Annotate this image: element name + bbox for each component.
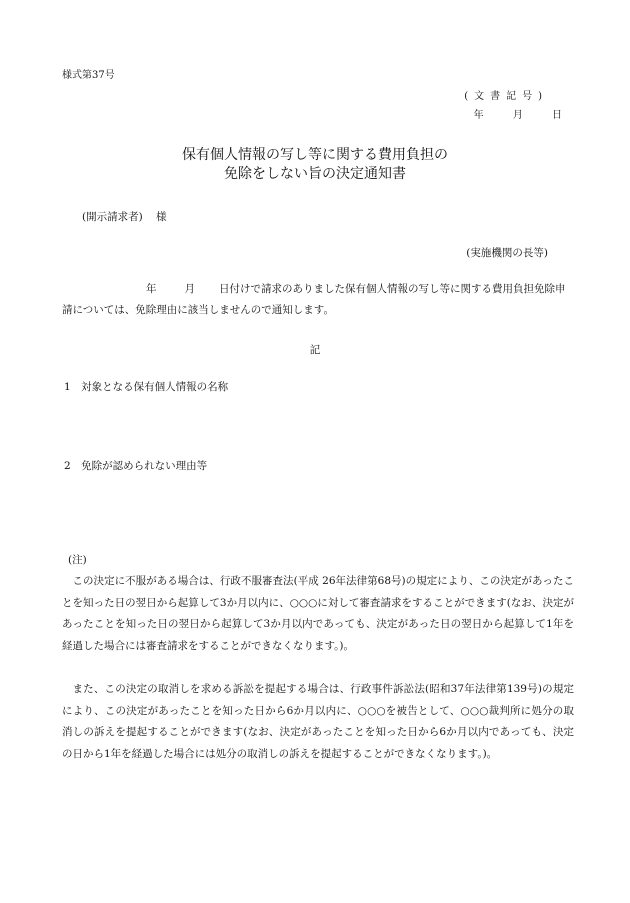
date-year: 年: [473, 110, 484, 121]
note-paragraph-2: [62, 679, 574, 765]
note-paragraph-1-text: この決定に不服がある場合は、行政不服審査法(平成 26年法律第68号)の規定により、この決定があったことを知った日の翌日から起算して3か月以内に、○○○に対して審査請求をすることができます(なお、決定があったことを知った日の翌日から起算して3か月以内であっても、決定があった日の翌日から起算して1年を経過した場合には審査請求をすることができなくなります。)。: [62, 575, 574, 652]
note-paragraph-2-text: また、この決定の取消しを求める訴訟を提起する場合は、行政事件訴訟法(昭和37年法律第139号)の規定により、この決定があったことを知った日から6か月以内に、○○○を被告として、○○○裁判所に処分の取消しの訴えを提起することができます(なお、決定があったことを知った日から6か月以内であっても、決定の日から1年を経過した場合には処分の取消しの訴えを提起することができなくなります。)。: [62, 683, 574, 760]
notes-label: (注): [68, 554, 87, 566]
date-month: 月: [512, 110, 523, 121]
item-reason: 2 免除が認められない理由等: [64, 460, 208, 472]
addressee: [82, 209, 167, 224]
sender-agency: (実施機関の長等): [466, 247, 548, 259]
requester-name: (開示請求者): [82, 211, 143, 223]
document-number: (文書記号): [464, 91, 548, 102]
notice-body: [62, 279, 572, 321]
document-title-line2: 免除をしない旨の決定通知書: [224, 166, 406, 182]
body-month: 月: [184, 283, 195, 295]
form-number: 様式第37号: [62, 70, 115, 81]
note-paragraph-1: [62, 571, 574, 657]
document-title-line1: 保有個人情報の写し等に関する費用負担の: [182, 147, 448, 163]
body-text: 日付けで請求のありました保有個人情報の写し等に関する費用負担免除申請については、免除理由に該当しませんので通知します。: [62, 283, 566, 316]
honorific: 様: [156, 211, 167, 223]
item-target-information: 1 対象となる保有個人情報の名称: [64, 381, 229, 393]
date-day: 日: [552, 110, 562, 121]
body-year: 年: [146, 283, 157, 295]
ki-heading: 記: [309, 344, 321, 356]
issue-date: [448, 106, 562, 121]
